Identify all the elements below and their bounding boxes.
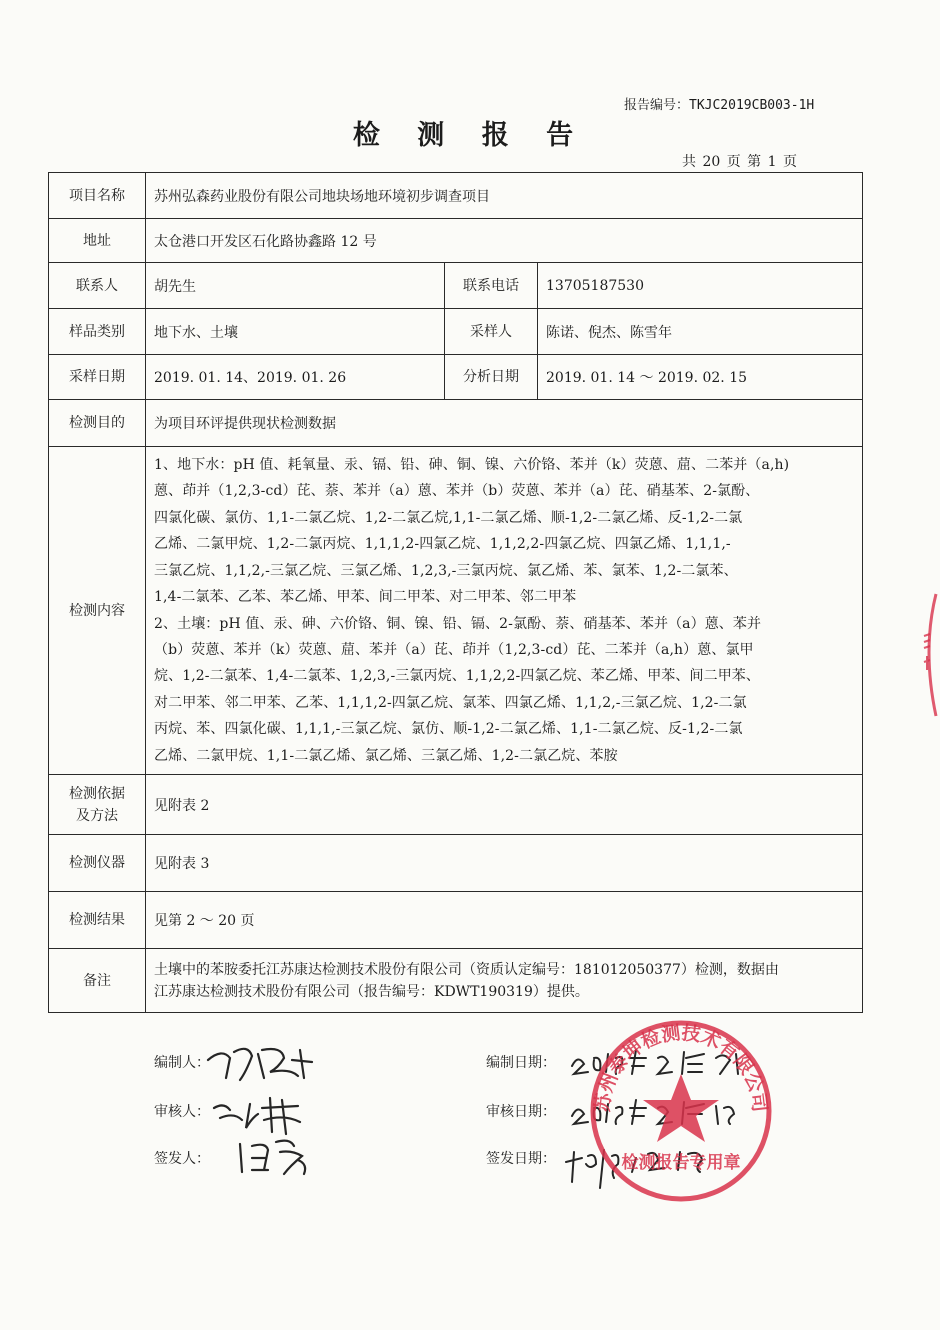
content-line: 1,4-二氯苯、乙苯、苯乙烯、甲苯、间二甲苯、对二甲苯、邻二甲苯 xyxy=(154,589,577,606)
reviewer-label: 审核人： xyxy=(154,1104,210,1120)
row-dates xyxy=(49,355,863,400)
content-line: 乙烯、二氯甲烷、1,2-二氯丙烷、1,1,1,2-四氯乙烷、1,1,2,2-四氯乙烷、四氯乙烯、1,1,1,- xyxy=(154,536,731,553)
instrument-label: 检测仪器 xyxy=(49,835,146,892)
issuer-signature xyxy=(232,1130,322,1178)
compiler-label: 编制人： xyxy=(154,1055,210,1071)
sampler-value: 陈诺、倪杰、陈雪年 xyxy=(538,309,863,355)
document-title: 检 测 报 告 xyxy=(352,120,588,151)
company-stamp xyxy=(582,1012,780,1210)
row-address xyxy=(49,219,863,263)
content-line: 1、地下水：pH 值、耗氧量、汞、镉、铅、砷、铜、镍、六价铬、苯并（k）荧蒽、䓛、二苯并（a,h) xyxy=(154,457,790,474)
result-label: 检测结果 xyxy=(49,892,146,949)
contact-label: 联系人 xyxy=(49,263,146,309)
content-line: 烷、1,2-二氯苯、1,4-二氯苯、1,2,3,-三氯丙烷、1,1,2,2-四氯乙烷、苯乙烯、甲苯、间二甲苯、 xyxy=(154,668,761,685)
project-name-value: 苏州弘森药业股份有限公司地块场地环境初步调查项目 xyxy=(146,173,863,219)
sample-type-value: 地下水、土壤 xyxy=(146,309,445,355)
phone-value: 13705187530 xyxy=(538,263,863,309)
analysis-date-label: 分析日期 xyxy=(445,355,538,400)
content-line: 对二甲苯、邻二甲苯、乙苯、1,1,1,2-四氯乙烷、氯苯、四氯乙烯、1,1,2,-三氯乙烷、1,2-二氯 xyxy=(154,694,747,711)
row-remark xyxy=(49,949,863,1013)
issue-date-label: 签发日期： xyxy=(486,1151,556,1167)
stamp-sub-text: 检测报告专用章 xyxy=(621,1153,741,1173)
row-result xyxy=(49,892,863,949)
compiler-signature xyxy=(200,1038,320,1088)
sampling-date-value: 2019. 01. 14、2019. 01. 26 xyxy=(146,355,445,400)
project-name-label: 项目名称 xyxy=(49,173,146,219)
page-info: 共 20 页 第 1 页 xyxy=(682,154,797,170)
remark-line: 江苏康达检测技术股份有限公司（报告编号：KDWT190319）提供。 xyxy=(154,983,589,1000)
reviewer-signature xyxy=(200,1088,320,1136)
instrument-value: 见附表 3 xyxy=(146,835,863,892)
basis-label-line2: 及方法 xyxy=(76,807,118,824)
address-label: 地址 xyxy=(49,219,146,263)
remark-label: 备注 xyxy=(49,949,146,1013)
remark-value xyxy=(146,949,863,1013)
compile-date-label: 编制日期： xyxy=(486,1055,556,1071)
contact-value: 胡先生 xyxy=(146,263,445,309)
edge-seal-mark xyxy=(916,590,938,720)
content-label: 检测内容 xyxy=(49,447,146,775)
remark-line: 土壤中的苯胺委托江苏康达检测技术股份有限公司（资质认定编号：181012050377）检测，数据由 xyxy=(154,961,779,978)
content-line: 蒽、茚并（1,2,3-cd）芘、萘、苯并（a）蒽、苯并（b）荧蒽、苯并（a）芘、硝基苯、2-氯酚、 xyxy=(154,483,760,500)
row-contact xyxy=(49,263,863,309)
content-line: （b）荧蒽、苯并（k）荧蒽、䓛、苯并（a）芘、茚并（1,2,3-cd）芘、二苯并（a,h）蒽、氯甲 xyxy=(154,641,754,658)
issuer-label: 签发人： xyxy=(154,1151,210,1167)
purpose-value: 为项目环评提供现状检测数据 xyxy=(146,400,863,447)
result-value: 见第 2 ～ 20 页 xyxy=(146,892,863,949)
basis-value: 见附表 2 xyxy=(146,775,863,835)
purpose-label: 检测目的 xyxy=(49,400,146,447)
row-content xyxy=(49,447,863,775)
content-line: 三氯乙烷、1,1,2,-三氯乙烷、三氯乙烯、1,2,3,-三氯丙烷、氯乙烯、苯、氯苯、1,2-二氯苯、 xyxy=(154,562,738,579)
row-basis xyxy=(49,775,863,835)
address-value: 太仓港口开发区石化路协鑫路 12 号 xyxy=(146,219,863,263)
content-line: 乙烯、二氯甲烷、1,1-二氯乙烯、氯乙烯、三氯乙烯、1,2-二氯乙烷、苯胺 xyxy=(154,747,618,764)
stamp-ring-text: 苏州泰坤检测技术有限公司 xyxy=(591,1021,771,1114)
review-date-label: 审核日期： xyxy=(486,1104,556,1120)
row-instrument xyxy=(49,835,863,892)
row-purpose xyxy=(49,400,863,447)
row-sample xyxy=(49,309,863,355)
content-value xyxy=(146,447,863,775)
basis-label xyxy=(49,775,146,835)
basis-label-line1: 检测依据 xyxy=(69,785,125,802)
sampler-label: 采样人 xyxy=(445,309,538,355)
report-number: 报告编号：TKJC2019CB003-1H xyxy=(624,98,815,113)
content-line: 四氯化碳、氯仿、1,1-二氯乙烷、1,2-二氯乙烷,1,1-二氯乙烯、顺-1,2-二氯乙烯、反-1,2-二氯 xyxy=(154,509,743,526)
report-info-table xyxy=(48,172,863,1013)
phone-label: 联系电话 xyxy=(445,263,538,309)
sampling-date-label: 采样日期 xyxy=(49,355,146,400)
analysis-date-value: 2019. 01. 14 ～ 2019. 02. 15 xyxy=(538,355,863,400)
content-line: 2、土壤：pH 值、汞、砷、六价铬、铜、镍、铅、镉、2-氯酚、萘、硝基苯、苯并（a）蒽、苯并 xyxy=(154,615,762,632)
row-project-name xyxy=(49,173,863,219)
sample-type-label: 样品类别 xyxy=(49,309,146,355)
content-line: 丙烷、苯、四氯化碳、1,1,1,-三氯乙烷、氯仿、顺-1,2-二氯乙烯、1,1-二氯乙烷、反-1,2-二氯 xyxy=(154,721,743,738)
